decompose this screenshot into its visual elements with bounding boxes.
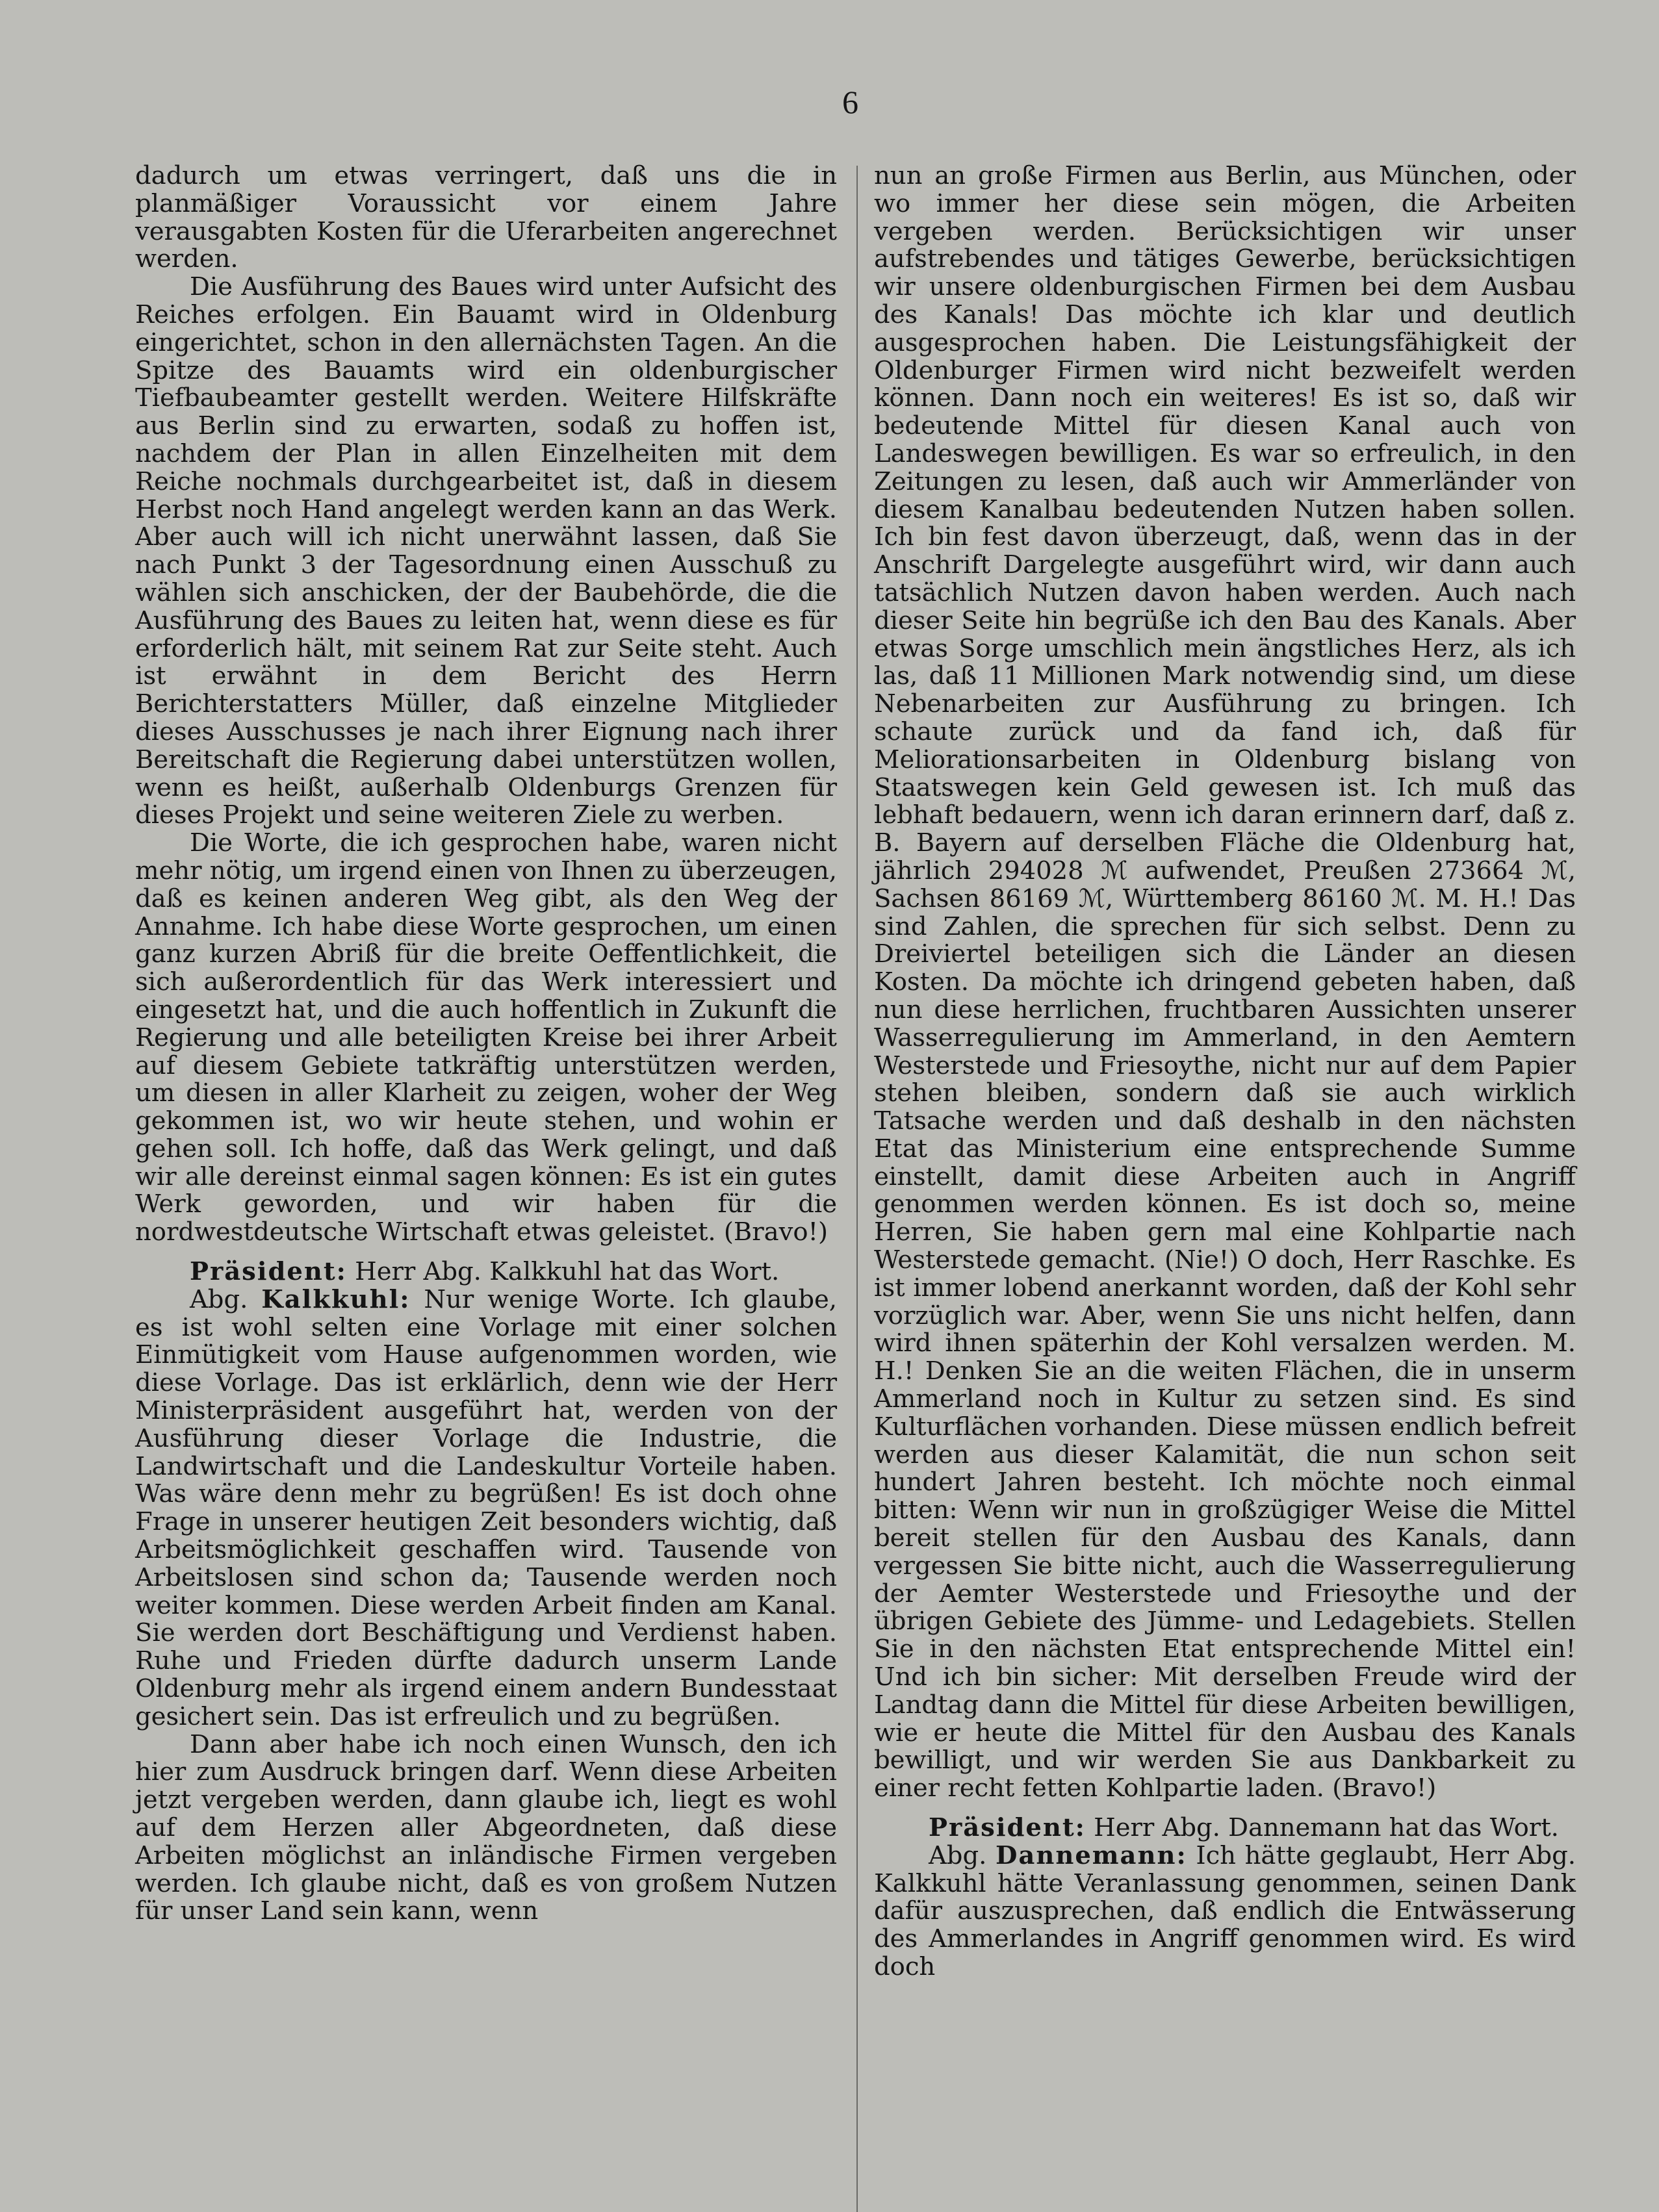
speech-text: Nur wenige Worte. Ich glaube, es ist wohl selten eine Vorlage mit einer solchen Einmütigkeit vom Hause aufgenommen worden, wie diese Vorlage. Das ist erklärlich, denn wie der Herr Ministerpräsident ausgeführt hat, werden von der Ausführung dieser Vorlage die Industrie, die Landwirtschaft und die Landeskultur Vorteile haben. Was wäre denn mehr zu begrüßen! Es ist doch ohne Frage in unserer heutigen Zeit besonders wichtig, daß Arbeitsmöglichkeit geschaffen wird. Tausende von Arbeitslosen sind schon da; Tausende werden noch weiter kommen. Diese werden Arbeit finden am Kanal. Sie werden dort Beschäftigung und Verdienst haben. Ruhe und Frieden dürfte dadurch unserm Lande Oldenburg mehr als irgend einem andern Bundesstaat gesichert sein. Das ist erfreulich und zu begrüßen. — [135, 1284, 837, 1731]
paragraph: Die Worte, die ich gesprochen habe, waren nicht mehr nötig, um irgend einen von Ihnen zu überzeugen, daß es keinen anderen Weg gibt, als den Weg der Annahme. Ich habe diese Worte gesprochen, um einen ganz kurzen Abriß für die breite Oeffentlichkeit, die sich außerordentlich für das Werk interessiert und eingesetzt hat, und die auch hoffentlich in Zukunft die Regierung und alle beteiligten Kreise bei ihrer Arbeit auf diesem Gebiete tatkräftig unterstützen werden, um diesen in aller Klarheit zu zeigen, woher der Weg gekommen ist, wo wir heute stehen, und wohin er gehen soll. Ich hoffe, daß das Werk gelingt, und daß wir alle dereinst einmal sagen können: Es ist ein gutes Werk geworden, und wir haben für die nordwestdeutsche Wirtschaft etwas geleistet. (Bravo!) — [135, 828, 837, 1247]
speaker-prefix: Abg. — [929, 1840, 987, 1870]
speaker-name: Dannemann: — [996, 1840, 1187, 1870]
column-divider — [856, 166, 858, 2212]
paragraph: Die Ausführung des Baues wird unter Aufsicht des Reiches erfolgen. Ein Bauamt wird in Oldenburg eingerichtet, schon in den allernächsten Tagen. An die Spitze des Bauamts wird ein oldenburgischer Tiefbaubeamter gestellt werden. Weitere Hilfskräfte aus Berlin sind zu erwarten, sodaß zu hoffen ist, nachdem der Plan in allen Einzelheiten mit dem Reiche nochmals durchgearbeitet ist, daß in diesem Herbst noch Hand angelegt werden kann an das Werk. Aber auch will ich nicht unerwähnt lassen, daß Sie nach Punkt 3 der Tagesordnung einen Ausschuß zu wählen sich anschicken, der der Baubehörde, die die Ausführung des Baues zu leiten hat, wenn diese es für erforderlich hält, mit seinem Rat zur Seite steht. Auch ist erwähnt in dem Bericht des Herrn Berichterstatters Müller, daß einzelne Mitglieder dieses Ausschusses je nach ihrer Eignung nach ihrer Bereitschaft die Regierung dabei unterstützen wollen, wenn es heißt, außerhalb Oldenburgs Grenzen für dieses Projekt und seine weiteren Ziele zu werben. — [135, 272, 837, 830]
speaker-label: Präsident: — [929, 1813, 1086, 1843]
speaker-text: Herr Abg. Dannemann hat das Wort. — [1094, 1813, 1559, 1843]
paragraph: Dann aber habe ich noch einen Wunsch, den ich hier zum Ausdruck bringen darf. Wenn diese Arbeiten jetzt vergeben werden, dann glaube ich, liegt es wohl auf dem Herzen aller Abgeordneten, daß diese Arbeiten möglichst an inländische Firmen vergeben werden. Ich glaube nicht, daß es von großem Nutzen für unser Land sein kann, wenn — [135, 1729, 837, 1926]
speech-text: Ich hätte geglaubt, Herr Abg. Kalkkuhl hätte Veranlassung genommen, seinen Dank dafür auszusprechen, daß endlich die Entwässerung des Ammerlandes in Angriff genommen wird. Es wird doch — [874, 1840, 1576, 1981]
right-column — [874, 162, 1576, 1981]
speech-dannemann — [874, 1842, 1576, 1981]
speaker-label: Präsident: — [190, 1257, 347, 1287]
left-column — [135, 162, 837, 1926]
speaker-prefix: Abg. — [190, 1284, 248, 1314]
speaker-text: Herr Abg. Kalkkuhl hat das Wort. — [355, 1257, 780, 1287]
paragraph: dadurch um etwas verringert, daß uns die in planmäßiger Voraussicht vor einem Jahre verausgabten Kosten für die Uferarbeiten angerechnet werden. — [135, 161, 837, 274]
speech-kalkkuhl — [135, 1286, 837, 1731]
president-remark — [874, 1814, 1576, 1842]
speaker-name: Kalkkuhl: — [261, 1284, 411, 1314]
president-remark — [135, 1258, 837, 1286]
paragraph: nun an große Firmen aus Berlin, aus München, oder wo immer her diese sein mögen, die Arbeiten vergeben werden. Berücksichtigen wir unser aufstrebendes und tätiges Gewerbe, berücksichtigen wir unsere oldenburgischen Firmen bei dem Ausbau des Kanals! Das möchte ich klar und deutlich ausgesprochen haben. Die Leistungsfähigkeit der Oldenburger Firmen wird nicht bezweifelt werden können. Dann noch ein weiteres! Es ist so, daß wir bedeutende Mittel für diesen Kanal auch von Landeswegen bewilligen. Es war so erfreulich, in den Zeitungen zu lesen, daß auch wir Ammerländer von diesem Kanalbau bedeutenden Nutzen haben sollen. Ich bin fest davon überzeugt, daß, wenn das in der Anschrift Dargelegte ausgeführt wird, wir dann auch tatsächlich Nutzen davon haben werden. Auch nach dieser Seite hin begrüße ich den Bau des Kanals. Aber etwas Sorge umschlich mein ängstliches Herz, als ich las, daß 11 Millionen Mark notwendig sind, um diese Nebenarbeiten zur Ausführung zu bringen. Ich schaute zurück und da fand ich, daß für Meliorationsarbeiten in Oldenburg bislang von Staatswegen kein Geld gewesen ist. Ich muß das lebhaft bedauern, wenn ich daran erinnern darf, daß z. B. Bayern auf derselben Fläche die Oldenburg hat, jährlich 294028 ℳ aufwendet, Preußen 273664 ℳ, Sachsen 86169 ℳ, Württemberg 86160 ℳ. M. H.! Das sind Zahlen, die sprechen für sich selbst. Denn zu Dreiviertel beteiligen sich die Länder an diesen Kosten. Da möchte ich dringend gebeten haben, daß nun diese herrlichen, fruchtbaren Aussichten unserer Wasserregulierung im Ammerland, in den Aemtern Westerstede und Friesoythe, nicht nur auf dem Papier stehen bleiben, sondern daß sie auch wirklich Tatsache werden und daß deshalb in den nächsten Etat das Ministerium eine entsprechende Summe einstellt, damit diese Arbeiten auch in Angriff genommen werden können. Es ist doch so, meine Herren, Sie haben gern mal eine Kohlpartie nach Westerstede gemacht. (Nie!) O doch, Herr Raschke. Es ist immer lobend anerkannt worden, daß der Kohl sehr vorzüglich war. Aber, wenn Sie uns nicht helfen, dann wird ihnen späterhin der Kohl versalzen werden. M. H.! Denken Sie an die weiten Flächen, die in unserm Ammerland noch in Kultur zu setzen sind. Es sind Kulturflächen vorhanden. Diese müssen endlich befreit werden aus dieser Kalamität, die nun schon seit hundert Jahren besteht. Ich möchte noch einmal bitten: Wenn wir nun in großzügiger Weise die Mittel bereit stellen für den Ausbau des Kanals, dann vergessen Sie bitte nicht, auch die Wasserregulierung der Aemter Westerstede und Friesoythe und der übrigen Gebiete des Jümme- und Ledagebiets. Stellen Sie in den nächsten Etat entsprechende Mittel ein! Und ich bin sicher: Mit derselben Freude wird der Landtag dann die Mittel für diese Arbeiten bewilligen, wie er heute die Mittel für den Ausbau des Kanals bewilligt, und wir werden Sie aus Dankbarkeit zu einer recht fetten Kohlpartie laden. (Bravo!) — [874, 161, 1576, 1803]
page-number: 6 — [842, 84, 858, 120]
